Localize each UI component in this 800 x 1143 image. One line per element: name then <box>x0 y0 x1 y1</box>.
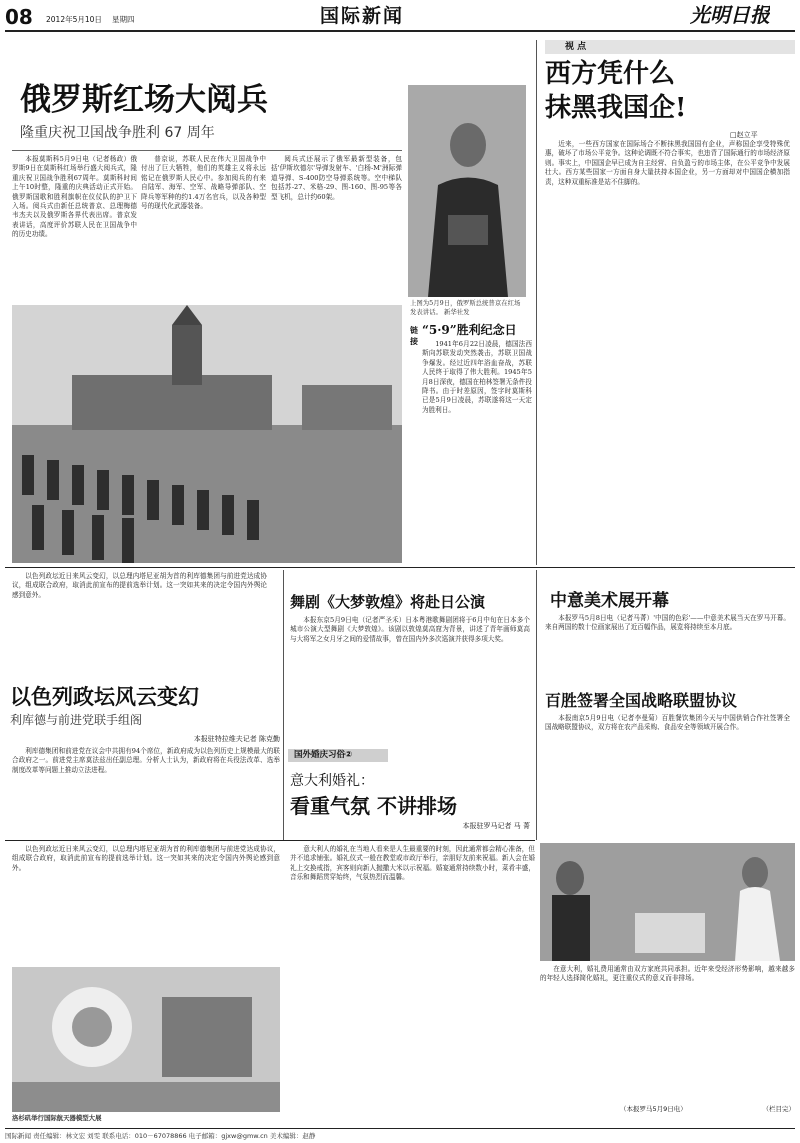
person-speech-icon <box>408 85 526 297</box>
israel-text: 利库德集团和前进党在议会中共拥有94个席位，新政府成为以色列历史上规模最大的联合政府之一。前进党主席莫法兹出任副总理。分析人士认为，新政府将在兵役法改革、选举制度改革等问题上推动立法进程。 <box>12 747 280 774</box>
commentary-text: 近来，一些西方国家在国际场合不断抹黑我国国有企业，声称国企享受特殊优惠，破坏了市场公平竞争。这种论调既不符合事实，也违背了国际通行的市场经济原则。事实上，中国国企早已成为自主经营、自负盈亏的市场主体，在公平竞争中发展壮大。西方某些国家一方面自身大量扶持本国企业，另一方面却对中国国企横加指责，这种双重标准是站不住脚的。 <box>545 140 790 186</box>
wedding-byline: 本报驻罗马记者 马 菁 <box>462 822 530 830</box>
russia-col-2: 普京说，苏联人民在伟大卫国战争中付出了巨大牺牲，他们的英雄主义将永远铭记在俄罗斯人民心中。参加阅兵的有来自陆军、海军、空军、战略导弹部队、空降兵等军种的约1.4万名官兵，以及各种型号的现代化武器装备。 <box>141 155 266 211</box>
dance-text: 本报东京5月9日电（记者严圣禾）日本粤港歌舞剧团将于6月中旬在日本多个城市公演大型舞剧《大梦敦煌》。该剧以敦煌莫高窟为背景，讲述了青年画师莫高与大将军之女月牙之间的爱情故事，曾在国内外多次巡演并获得多项大奖。 <box>290 616 530 643</box>
russia-col-3: 阅兵式还展示了俄军最新型装备，包括'伊斯坎德尔'导弹发射车、'白杨-M'洲际弹道导弹、S-400防空导弹系统等。空中梯队包括苏-27、米格-29、图-160、图-95等各型飞机，总计约60架。 <box>271 155 402 201</box>
wedding-couple-icon <box>540 843 795 961</box>
baisheng-text: 本报南京5月9日电（记者李曼菊）百胜餐饮集团今天与中国供销合作社签署全国战略联盟协议，双方将在农产品采购、食品安全等领域开展合作。 <box>545 714 790 732</box>
masthead: 光明日报 <box>690 3 770 27</box>
parade-photo <box>12 305 402 563</box>
page-number: 08 <box>5 6 33 28</box>
commentary-byline: □赵立平 <box>730 131 758 139</box>
russia-headline: 俄罗斯红场大阅兵 <box>20 82 268 118</box>
art-headline: 中意美术展开幕 <box>550 591 669 611</box>
putin-caption: 上图为5月9日，俄罗斯总统普京在红场发表讲话。 新华社发 <box>410 299 521 316</box>
spacecraft-photo <box>12 967 280 1112</box>
wedding-kicker: 意大利婚礼： <box>290 773 374 789</box>
memo-label: 链接 <box>410 326 418 346</box>
column-divider-right <box>536 40 537 565</box>
wedding-text-2: 在意大利，婚礼费用通常由双方家庭共同承担。近年来受经济形势影响，越来越多的年轻人选择简化婚礼，更注重仪式的意义而非排场。 <box>540 965 795 983</box>
weekday: 星期四 <box>112 15 135 24</box>
art-text: 本报罗马5月8日电（记者马菁）'中国的色彩'——中意美术展当天在罗马开幕。来自两国的数十位画家展出了近百幅作品，展览将持续至本月底。 <box>545 614 790 632</box>
israel-continuation: 以色列政坛近日来风云变幻，以总理内塔尼亚胡为首的利库德集团与前进党达成协议，组成联合政府，取消此前宣布的提前选举计划。这一突如其来的决定令国内外舆论感到意外。 <box>12 845 280 872</box>
israel-headline: 以色列政坛风云变幻 <box>10 684 199 709</box>
series-label: 国外婚庆习俗② <box>294 750 353 760</box>
spacecraft-caption: 洛杉矶举行国际航天器模型大展 <box>12 1114 102 1122</box>
footer-text: 国际新闻 责任编辑：林文宏 刘雯 联系电话：010－67078866 电子邮箱：gjxw@gmw.cn 美术编辑：赵静 <box>5 1132 316 1140</box>
date: 2012年5月10日 <box>46 15 102 24</box>
section-rule-2 <box>5 840 535 841</box>
parade-scene-icon <box>12 305 402 563</box>
commentary-title-2: 抹黑我国企! <box>545 93 687 123</box>
israel-byline: 本报驻特拉维夫记者 陈克勤 <box>193 735 280 743</box>
wedding-text: 意大利人的婚礼在当地人看来是人生最重要的时刻，因此通常都会精心准备，但并不追求铺张。婚礼仪式一般在教堂或市政厅举行，亲朋好友前来祝福。新人会在婚礼上交换戒指，宾客则向新人抛撒大米以示祝福。婚宴通常持续数小时，菜肴丰盛，音乐和舞蹈贯穿始终，气氛热烈而温馨。 <box>290 845 535 882</box>
column-divider-mid <box>283 570 284 840</box>
memo-title: “5·9”胜利纪念日 <box>422 323 517 337</box>
russia-col-1: 本报莫斯科5月9日电（记者杨政）俄罗斯9日在莫斯科红场举行盛大阅兵式，隆重庆祝卫国战争胜利67周年。莫斯科时间上午10时整，隆重的庆典活动正式开始。俄罗斯国歌和胜利旗帜在仪仗队的护卫下入场。阅兵式由新任总统普京、总理梅德韦杰夫以及俄罗斯各界代表出席。普京发表讲话，高度评价苏联人民在卫国战争中的历史功绩。 <box>12 155 137 239</box>
footer-rule <box>5 1128 795 1129</box>
spacecraft-model-icon <box>12 967 280 1112</box>
wedding-headline: 看重气氛 不讲排场 <box>290 794 457 818</box>
header-rule <box>5 30 795 32</box>
column-divider-art <box>536 570 537 840</box>
dance-headline: 舞剧《大梦敦煌》将赴日公演 <box>290 593 486 611</box>
russia-divider <box>12 150 402 151</box>
commentary-title-1: 西方凭什么 <box>545 59 676 89</box>
israel-lead: 以色列政坛近日来风云变幻，以总理内塔尼亚胡为首的利库德集团与前进党达成协议，组成联合政府，取消此前宣布的提前选举计划。这一突如其来的决定令国内外舆论感到意外。 <box>12 572 267 599</box>
russia-subtitle: 隆重庆祝卫国战争胜利 67 周年 <box>20 125 215 141</box>
commentary-label: 视 点 <box>565 42 587 52</box>
wedding-photo <box>540 843 795 961</box>
section-title: 国际新闻 <box>320 5 405 27</box>
israel-subtitle: 利库德与前进党联手组阁 <box>10 713 143 727</box>
putin-photo <box>408 85 526 297</box>
memo-text: 1941年6月22日凌晨，德国法西斯向苏联发动突然袭击，苏联卫国战争爆发。经过近四年浴血奋战，苏联人民终于取得了伟大胜利。1945年5月8日深夜，德国在柏林签署无条件投降书。由于时差原因，签字时莫斯科已是5月9日凌晨，苏联遂将这一天定为胜利日。 <box>422 340 532 414</box>
baisheng-headline: 百胜签署全国战略联盟协议 <box>545 691 738 710</box>
section-rule-1 <box>5 567 795 568</box>
wedding-ending: （本报罗马5月9日电） <box>620 1105 687 1113</box>
editors-note: （栏目完） <box>762 1105 795 1113</box>
